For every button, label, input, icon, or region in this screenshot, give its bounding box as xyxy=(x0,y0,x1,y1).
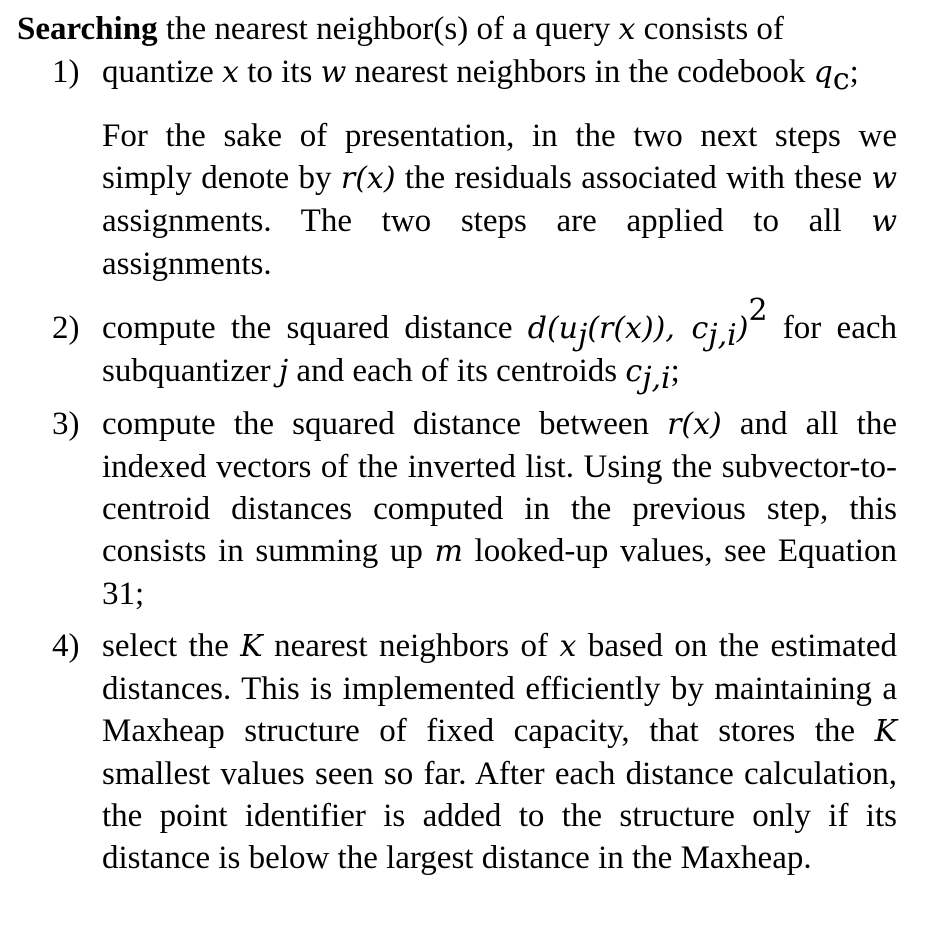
step-number: 3) xyxy=(52,406,80,442)
math-var-c: c xyxy=(625,354,643,389)
step-number: 1) xyxy=(52,54,80,90)
text-run: assignments. xyxy=(102,246,272,282)
step-text xyxy=(102,293,897,396)
text-run: and all the indexed vectors of the inverted list. Using the subvector-to-centroid distances computed in the previous step, this consists in summing up xyxy=(102,406,897,569)
text-run: assignments. The two steps are applied to all xyxy=(102,203,872,239)
math-var-q: q xyxy=(813,55,833,90)
step-text xyxy=(102,403,897,615)
text-run: compute the squared distance xyxy=(102,310,528,346)
math-var-w: w xyxy=(320,55,347,90)
text-run: nearest neighbors in the codebook xyxy=(346,54,814,90)
math-subscript: j xyxy=(578,318,588,353)
math-expr-distance: (r(x)), c xyxy=(587,311,709,346)
text-run: ; xyxy=(670,353,680,389)
step-item-2 xyxy=(17,293,897,396)
text-run: smallest values seen so far. After each distance calculation, the point identifier is added to the structure only if its distance is below the largest distance in the Maxheap. xyxy=(102,756,897,876)
intro-sentence xyxy=(17,8,897,51)
math-var-x: x xyxy=(559,629,577,664)
step-text xyxy=(102,625,897,879)
math-var-w: w xyxy=(871,204,897,239)
step-item-1 xyxy=(17,51,897,285)
text-run: nearest neighbors of xyxy=(262,628,560,664)
step-note xyxy=(102,115,897,285)
text-run: looked-up values, see Equation 31; xyxy=(102,533,897,612)
text-run: quantize xyxy=(102,54,223,90)
math-var-m: m xyxy=(434,534,463,569)
document-page xyxy=(17,8,897,879)
math-subscript: j,i xyxy=(642,361,671,396)
math-var-K: K xyxy=(240,629,263,664)
text-run: and each of its centroids xyxy=(288,353,626,389)
text-run: compute the squared distance between xyxy=(102,406,668,442)
math-superscript: 2 xyxy=(748,293,768,328)
text-run: ; xyxy=(849,54,859,90)
math-var-j: j xyxy=(278,354,289,389)
math-expr-distance: ) xyxy=(736,311,749,346)
math-expr-distance: d(u xyxy=(527,311,578,346)
math-subscript: j,i xyxy=(708,318,737,353)
intro-text-end: consists of xyxy=(635,11,784,47)
intro-text: the nearest neighbor(s) of a query xyxy=(157,11,619,47)
math-subscript: c xyxy=(832,62,850,97)
step-item-4 xyxy=(17,625,897,879)
text-run: for each subquantizer xyxy=(102,310,897,389)
step-number: 4) xyxy=(52,628,80,664)
text-run: to its xyxy=(238,54,321,90)
math-var-x: x xyxy=(618,12,636,47)
text-run: the residuals associated with these xyxy=(395,160,872,196)
step-item-3 xyxy=(17,403,897,615)
math-var-x: x xyxy=(222,55,239,90)
math-expr-rx: r(x) xyxy=(340,161,396,196)
steps-list xyxy=(17,51,897,879)
math-expr-rx: r(x) xyxy=(667,407,722,442)
math-var-w: w xyxy=(871,161,898,196)
intro-lead-word: Searching xyxy=(17,11,158,47)
math-var-K: K xyxy=(874,714,897,749)
text-run: select the xyxy=(102,628,241,664)
step-number: 2) xyxy=(52,310,80,346)
text-run: based on the estimated distances. This is implemented efficiently by maintaining a Maxheap structure of fixed capacity, that stores the xyxy=(102,628,897,749)
text-run: For the sake of presentation, in the two next steps we simply denote by xyxy=(102,118,897,196)
step-text xyxy=(102,51,897,97)
